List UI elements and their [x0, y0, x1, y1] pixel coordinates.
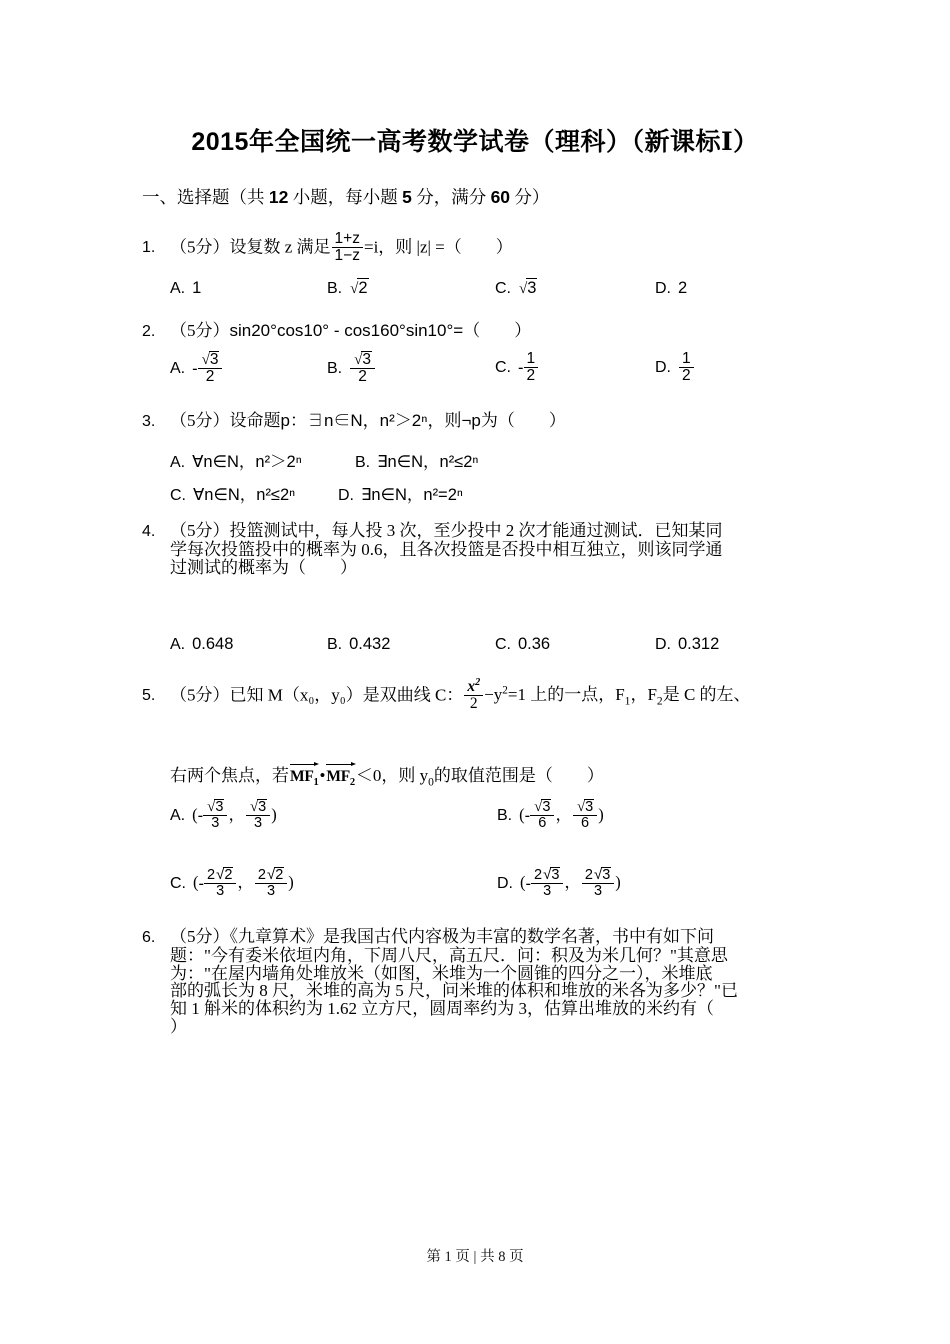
option-expression: n²=2ⁿ — [423, 486, 463, 504]
option-5-d[interactable] — [497, 868, 621, 900]
question-5-options — [142, 800, 862, 910]
interval-upper: $\frac{2√2}{3}$ — [255, 867, 287, 899]
question-6 — [142, 928, 842, 1036]
fraction-denominator: 2 — [682, 366, 691, 384]
option-label: C. — [495, 636, 511, 653]
option-4-d[interactable] — [655, 634, 719, 654]
question-1 — [142, 232, 842, 265]
interval-sep: ， — [555, 804, 572, 824]
question-1-number: 1. — [142, 239, 156, 257]
minus-sign: - — [192, 359, 198, 378]
question-6-line-2 — [142, 947, 842, 965]
interval-upper: $\frac{2√3}{3}$ — [582, 867, 614, 899]
question-2-expression: sin20°cos10° - cos160°sin10°=（ ） — [229, 321, 532, 340]
question-2 — [142, 322, 842, 341]
minus-sign: - — [525, 874, 531, 893]
interval-close: ) — [598, 804, 604, 824]
option-label: D. — [655, 636, 671, 653]
fraction-numerator: 1 — [524, 351, 539, 368]
option-label: D. — [497, 874, 513, 892]
option-value: 1 — [192, 279, 202, 297]
section-per-score: 5 — [402, 187, 412, 207]
interval-close: ) — [271, 804, 277, 824]
question-6-text-1: 《九章算术》是我国古代内容极为丰富的数学名著，书中有如下问 — [229, 927, 714, 946]
sqrt-icon: √3 — [249, 799, 267, 815]
question-5-line-2 — [142, 765, 842, 789]
sqrt-icon: √2 — [216, 866, 233, 883]
option-value: 0.432 — [349, 635, 391, 653]
option-label: D. — [338, 487, 354, 504]
option-label: B. — [327, 636, 343, 653]
interval-lower: $\frac{2√3}{3}$ — [531, 867, 563, 899]
question-6-line-6 — [142, 1018, 842, 1036]
interval-open: ( — [520, 872, 526, 892]
option-2-c[interactable] — [495, 352, 539, 385]
fraction-denominator: 2 — [526, 366, 536, 384]
option-4-b[interactable] — [327, 634, 390, 654]
option-value: 2 — [678, 279, 688, 297]
question-5-line-1 — [142, 676, 842, 713]
option-1-d[interactable] — [655, 278, 687, 298]
option-expression: n²≤2ⁿ — [439, 453, 479, 471]
option-value: 0.648 — [192, 635, 234, 653]
option-2-d[interactable] — [655, 352, 695, 385]
section-label-mid2: 分，满分 — [411, 187, 491, 207]
question-4-line-3 — [142, 559, 842, 577]
minus-sign: - — [197, 806, 204, 825]
question-5-number: 5. — [142, 687, 156, 705]
page-footer — [0, 1245, 950, 1266]
option-4-c[interactable] — [495, 634, 550, 654]
question-4-text-2: 学每次投篮投中的概率为 0.6，且各次投篮是否投中相互独立，则该同学通 — [170, 539, 723, 559]
interval-upper: $\frac{√3}{6}$ — [573, 799, 597, 831]
sqrt-icon: √3 — [354, 351, 371, 368]
option-label: A. — [170, 454, 186, 471]
question-6-text-6: ） — [170, 1017, 187, 1037]
interval-close: ) — [615, 872, 621, 892]
question-4-text-3: 过测试的概率为（ ） — [170, 557, 357, 577]
section-question-count: 12 — [268, 187, 289, 207]
question-4-score: （5分） — [170, 521, 230, 540]
option-quantifier: ∃n∈N， — [361, 486, 424, 504]
sqrt-icon: √3 — [519, 279, 537, 297]
option-quantifier: ∀n∈N， — [192, 453, 256, 471]
question-3-options — [142, 448, 862, 518]
question-6-line-3 — [142, 965, 842, 983]
question-5 — [142, 676, 842, 789]
option-value: 0.36 — [518, 635, 551, 653]
option-label: B. — [327, 280, 343, 297]
section-label-mid: 小题，每小题 — [288, 187, 403, 207]
interval-lower: $\frac{√3}{6}$ — [530, 799, 554, 831]
question-1-stem-after: =i，则 |z| =（ ） — [363, 237, 513, 257]
interval-close: ) — [288, 872, 294, 892]
question-5-text-a: 已知 M（x₀，y₀）是双曲线 C： — [229, 685, 464, 705]
question-2-score: （5分） — [170, 321, 230, 340]
question-6-number: 6. — [142, 929, 156, 946]
fraction-numerator: 1+z — [332, 231, 363, 248]
option-label: C. — [170, 874, 186, 892]
option-label: B. — [327, 359, 343, 377]
interval-sep: ， — [237, 872, 254, 892]
fraction-denominator: 2 — [205, 368, 215, 386]
question-6-line-1 — [142, 928, 842, 947]
question-6-text-5: 知 1 斛米的体积约为 1.62 立方尺，圆周率约为 3，估算出堆放的米约有（ — [170, 999, 714, 1019]
sqrt-icon: √3 — [593, 866, 611, 883]
question-2-options — [142, 352, 862, 400]
option-label: B. — [355, 454, 371, 471]
question-6-line-5 — [142, 1000, 842, 1018]
interval-open: ( — [519, 804, 525, 824]
option-label: D. — [655, 280, 671, 297]
sqrt-icon: √3 — [201, 351, 219, 368]
option-5-a[interactable] — [170, 800, 277, 832]
option-label: C. — [495, 280, 511, 297]
option-label: B. — [497, 806, 513, 824]
option-3-d[interactable] — [338, 481, 463, 505]
interval-open: ( — [192, 804, 198, 824]
minus-sign: - — [524, 806, 531, 825]
section-label-end: 分） — [510, 187, 550, 207]
option-label: A. — [170, 280, 186, 297]
interval-lower: $\frac{√3}{3}$ — [203, 799, 227, 831]
sqrt-icon: √2 — [350, 279, 368, 297]
footer-text: 第 1 页 | 共 8 页 — [426, 1249, 524, 1265]
minus-sign: - — [518, 359, 524, 378]
question-6-line-4 — [142, 982, 842, 1000]
question-1-options — [142, 278, 862, 308]
sqrt-icon: √3 — [576, 799, 594, 815]
question-3-number: 3. — [142, 413, 156, 430]
option-1-c[interactable] — [495, 278, 537, 298]
question-3-score: （5分） — [170, 411, 230, 430]
question-5-text-c-pre: 右两个焦点，若 — [170, 765, 289, 785]
section-heading — [142, 184, 549, 209]
option-label: A. — [170, 636, 186, 653]
question-6-score: （5分） — [170, 927, 230, 946]
option-label: D. — [655, 359, 671, 377]
option-fraction — [350, 351, 375, 385]
question-2-stem — [142, 322, 842, 341]
option-expression: n²＞2ⁿ — [255, 453, 302, 471]
option-quantifier: ∀n∈N， — [193, 486, 257, 504]
question-5-text-c-post: ＜0，则 $y_0$的取值范围是（ ） — [355, 765, 604, 789]
question-4-line-1 — [142, 522, 842, 541]
section-label-pre: 一、选择题（共 — [142, 187, 269, 207]
vector-mf1: $MF_1$ — [290, 765, 318, 785]
sqrt-icon: √3 — [207, 799, 224, 815]
option-label: A. — [170, 359, 186, 377]
question-4-line-2 — [142, 541, 842, 559]
question-4-options — [142, 634, 862, 664]
option-expression: n²≤2ⁿ — [256, 486, 296, 504]
fraction-denominator: 1−z — [334, 246, 360, 264]
question-5-text-b: $-y^2=1$ 上的一点，$F_1$，$F_2$是 C 的左、 — [484, 684, 751, 708]
option-label: C. — [495, 359, 511, 377]
question-4-text-1: 投篮测试中，每人投 3 次，至少投中 2 次才能通过测试．已知某同 — [229, 521, 723, 540]
interval-upper: $\frac{√3}{3}$ — [246, 799, 270, 831]
hyperbola-fraction — [464, 676, 483, 712]
title-year: 2015 — [191, 128, 249, 156]
question-4-number: 4. — [142, 523, 156, 540]
sqrt-icon: √3 — [534, 799, 551, 815]
option-fraction — [524, 351, 539, 384]
minus-sign: - — [198, 874, 204, 893]
option-2-a[interactable] — [170, 352, 223, 386]
question-3-statement: 设命题p：∃n∈N，n²＞2ⁿ，则¬p为（ ） — [229, 411, 566, 430]
interval-lower: $\frac{2√2}{3}$ — [204, 867, 236, 899]
question-1-stem-before: 设复数 z 满足 — [229, 237, 331, 257]
sqrt-icon: √2 — [266, 866, 284, 883]
interval-sep: ， — [228, 804, 245, 824]
option-4-a[interactable] — [170, 634, 233, 654]
option-2-b[interactable] — [327, 352, 376, 386]
question-3-stem — [142, 412, 842, 431]
vector-dot: • — [319, 765, 326, 785]
option-1-a[interactable] — [170, 278, 201, 298]
option-3-c[interactable] — [170, 481, 295, 505]
fraction-denominator: 2 — [358, 368, 367, 386]
question-6-text-4: 部的弧长为 8 尺，米堆的高为 5 尺，问米堆的体积和堆放的米各为多少？"已 — [170, 981, 738, 1001]
interval-sep: ， — [564, 872, 581, 892]
option-quantifier: ∃n∈N， — [377, 453, 440, 471]
interval-open: ( — [193, 872, 199, 892]
question-6-text-3: 为："在屋内墙角处堆放米（如图，米堆为一个圆锥的四分之一），米堆底 — [170, 963, 713, 983]
fraction-denominator: 2 — [469, 694, 478, 712]
question-1-fraction — [332, 231, 363, 264]
question-1-score: （5分） — [170, 237, 230, 257]
option-1-b[interactable] — [327, 278, 369, 298]
option-fraction — [679, 351, 694, 384]
option-fraction — [198, 351, 223, 385]
sqrt-icon: √3 — [543, 866, 560, 883]
question-3 — [142, 412, 842, 431]
question-4 — [142, 522, 842, 576]
question-1-stem — [142, 232, 842, 265]
option-value: 0.312 — [678, 635, 720, 653]
question-2-number: 2. — [142, 323, 156, 340]
option-5-c[interactable] — [170, 868, 294, 900]
option-label: A. — [170, 806, 186, 824]
page-title — [0, 122, 950, 158]
option-3-a[interactable] — [170, 448, 302, 472]
option-label: C. — [170, 487, 186, 504]
fraction-numerator: 1 — [679, 351, 694, 368]
question-6-text-2: 题："今有委米依垣内角，下周八尺，高五尺．问：积及为米几何？"其意思 — [170, 945, 728, 965]
option-5-b[interactable] — [497, 800, 604, 832]
option-3-b[interactable] — [355, 448, 478, 472]
fraction-numerator: $x^2$ — [464, 679, 483, 696]
vector-mf2: $MF_2$ — [326, 765, 354, 785]
question-5-score: （5分） — [170, 685, 230, 705]
section-total-score: 60 — [490, 187, 511, 207]
title-rest: 年全国统一高考数学试卷（理科）（新课标Ⅰ） — [248, 129, 759, 156]
